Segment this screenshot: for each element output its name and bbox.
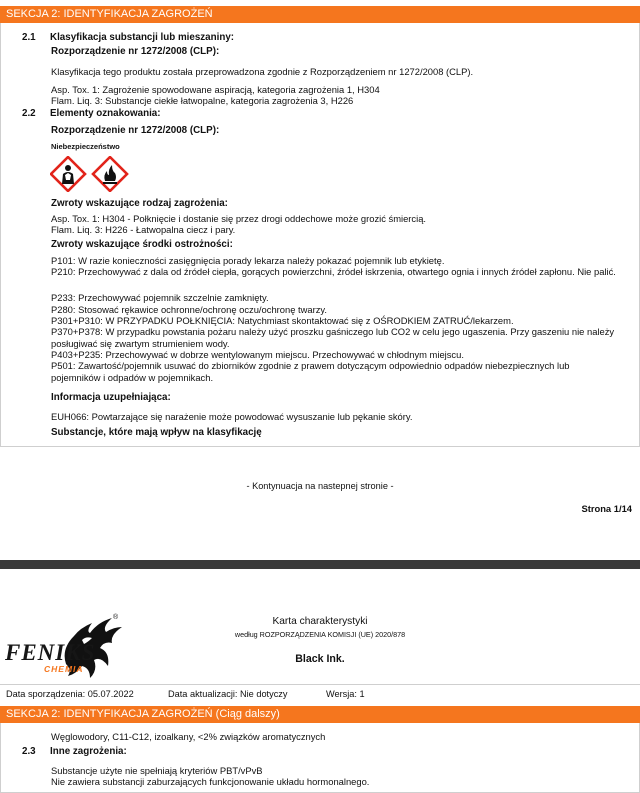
continuation-note: - Kontynuacja na nastepnej stronie -: [246, 481, 394, 491]
signal-word: Niebezpieczeństwo: [51, 142, 120, 151]
flame-icon: [93, 157, 127, 191]
section-header-bar-continued: SEKCJA 2: IDENTYFIKACJA ZAGROŻEŃ (Ciąg dalszy): [0, 706, 640, 723]
section-number-2-2: 2.2: [22, 108, 36, 119]
hazard-statement-1: Asp. Tox. 1: H304 - Połknięcie i dostanie się przez drogi oddechowe może grozić śmiercią.: [51, 213, 427, 224]
classification-description: Klasyfikacja tego produktu została przeprowadzona zgodnie z Rozporządzeniem nr 1272/2008 (CLP).: [51, 66, 474, 77]
section-header-bar: SEKCJA 2: IDENTYFIKACJA ZAGROŻEŃ: [0, 6, 640, 23]
affecting-substances-heading: Substancje, które mają wpływ na klasyfikację: [51, 427, 262, 438]
clp-regulation-heading: Rozporządzenie nr 1272/2008 (CLP):: [51, 46, 220, 57]
classification-line-1: Asp. Tox. 1: Zagrożenie spowodowane aspiracją, kategoria zagrożenia 1, H304: [51, 84, 380, 95]
registered-mark: ®: [113, 614, 119, 621]
precautionary-p210: P210: Przechowywać z dala od źródeł ciepła, gorących powierzchni, źródeł iskrzenia, otwartego ognia i innych źródeł zapłonu. Nie palić.: [51, 266, 616, 277]
ghs-pictograms: [50, 156, 130, 192]
supplementary-info-heading: Informacja uzupełniająca:: [51, 392, 171, 403]
page-number: Strona 1/14: [581, 503, 632, 514]
update-date: Data aktualizacji: Nie dotyczy: [168, 689, 288, 699]
logo-wordmark: FENIKS: [5, 640, 96, 665]
precautionary-p501: P501: Zawartość/pojemnik usuwać do zbiorników zgodnie z prawem dotyczącym odpowiednio odpadów niebezpiecznych lub pojemników i odpadów w pojemnikach.: [51, 360, 570, 383]
other-hazards-line-2: Nie zawiera substancji zaburzających funkcjonowanie układu hormonalnego.: [51, 776, 370, 787]
hazard-statement-2: Flam. Liq. 3: H226 - Łatwopalna ciecz i pary.: [51, 224, 236, 235]
section-number-2-3: 2.3: [22, 746, 36, 757]
health-hazard-icon: [51, 157, 85, 191]
other-hazards-line-1: Substancje użyte nie spełniają kryteriów PBT/vPvB: [51, 765, 263, 776]
product-name: Black Ink.: [295, 653, 345, 665]
classification-heading: Klasyfikacja substancji lub mieszaniny:: [50, 32, 235, 43]
other-hazards-heading: Inne zagrożenia:: [50, 746, 127, 757]
doc-title: Karta charakterystyki: [272, 616, 368, 627]
section-number-2-1: 2.1: [22, 32, 36, 43]
classification-line-2: Flam. Liq. 3: Substancje ciekłe łatwopalne, kategoria zagrożenia 3, H226: [51, 95, 354, 106]
precautionary-p403: P403+P235: Przechowywać w dobrze wentylowanym miejscu. Przechowywać w chłodnym miejscu.: [51, 349, 464, 360]
precautionary-p101: P101: W razie konieczności zasięgnięcia porady lekarza należy pokazać pojemnik lub etykietę.: [51, 255, 445, 266]
precautionary-p280: P280: Stosować rękawice ochronne/ochronę oczu/ochronę twarzy.: [51, 304, 328, 315]
page-break: [0, 560, 640, 569]
precautionary-p233: P233: Przechowywać pojemnik szczelnie zamknięty.: [51, 292, 269, 303]
precautionary-heading: Zwroty wskazujące środki ostrożności:: [51, 239, 233, 250]
version: Wersja: 1: [326, 689, 365, 699]
precautionary-p370: P370+P378: W przypadku powstania pożaru należy użyć proszku gaśniczego lub CO2 w celu jego ugaszenia. Przy gaszeniu nie należy posługiwać się zwartym strumieniem wody.: [51, 326, 615, 349]
doc-regulation: według ROZPORZĄDZENIA KOMISJI (UE) 2020/878: [234, 630, 406, 639]
logo-subtitle: CHEMIA: [44, 664, 84, 674]
clp-regulation-heading-2: Rozporządzenie nr 1272/2008 (CLP):: [51, 125, 220, 136]
preparation-date: Data sporządzenia: 05.07.2022: [6, 689, 134, 699]
header-divider: [0, 684, 640, 685]
hazard-statements-heading: Zwroty wskazujące rodzaj zagrożenia:: [51, 198, 228, 209]
hydrocarbons-line: Węglowodory, C11-C12, izoalkany, <2% związków aromatycznych: [51, 731, 326, 742]
precautionary-p301: P301+P310: W PRZYPADKU POŁKNIĘCIA: Natychmiast skontaktować się z OŚRODKIEM ZATRUĆ/lekarzem.: [51, 315, 514, 326]
euh066-statement: EUH066: Powtarzające się narażenie może powodować wysuszanie lub pękanie skóry.: [51, 411, 413, 422]
label-elements-heading: Elementy oznakowania:: [50, 108, 161, 119]
